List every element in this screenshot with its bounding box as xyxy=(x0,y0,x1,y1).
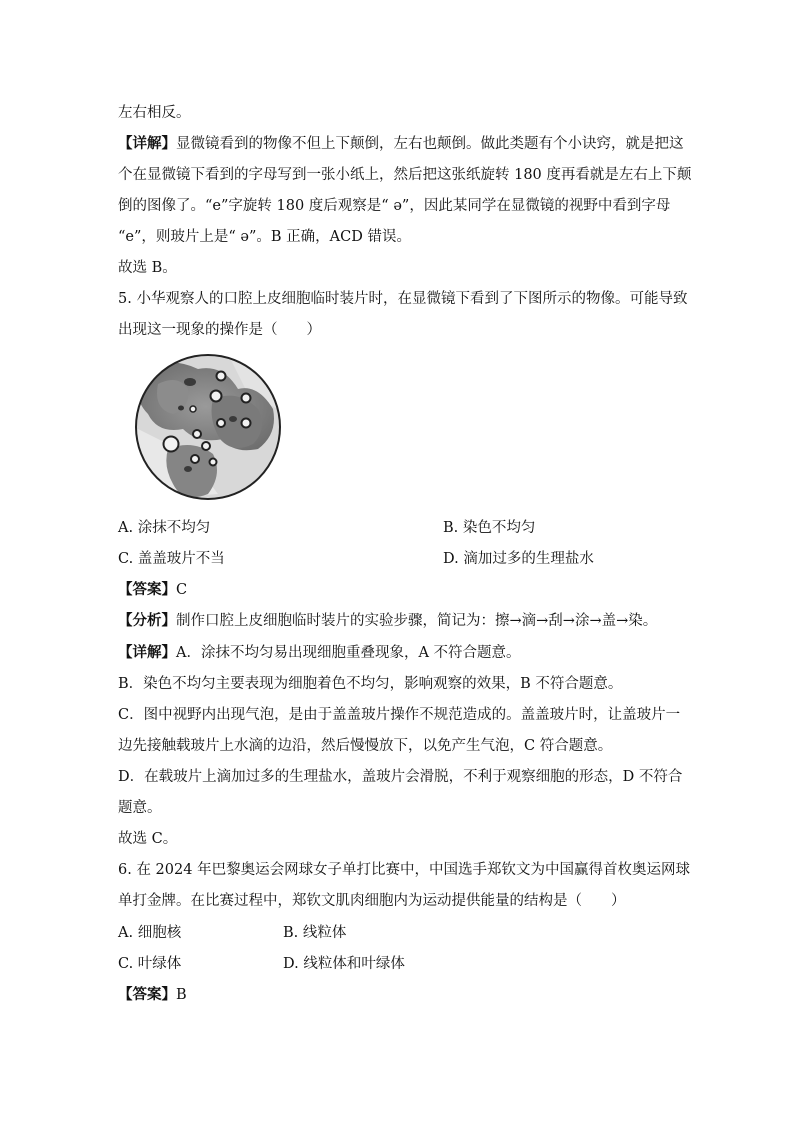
q5-option-b: B. 染色不均匀 xyxy=(443,520,536,536)
q6-option-d: D. 线粒体和叶绿体 xyxy=(283,956,405,972)
prev-detail-line: 个在显微镜下看到的字母写到一张小纸上，然后把这张纸旋转 180 度再看就是左右上下颠 xyxy=(118,167,692,183)
microscope-view-figure xyxy=(128,354,288,501)
q5-answer: 【答案】C xyxy=(118,581,188,598)
q5-detail-line: D．在载玻片上滴加过多的生理盐水，盖玻片会滑脱，不利于观察细胞的形态，D 不符合 xyxy=(118,769,683,785)
q6-option-a: A. 细胞核 xyxy=(118,925,182,941)
q5-detail-line: C．图中视野内出现气泡，是由于盖盖玻片操作不规范造成的。盖盖玻片时，让盖玻片一 xyxy=(118,707,681,723)
prev-answer-tail: 左右相反。 xyxy=(118,105,191,121)
prev-detail-line: “e”，则玻片上是“ ə”。B 正确，ACD 错误。 xyxy=(118,229,411,245)
q5-stem-line: 出现这一现象的操作是（ ） xyxy=(118,322,321,338)
prev-detail-line: 倒的图像了。“e”字旋转 180 度后观察是“ ə”，因此某同学在显微镜的视野中看到字母 xyxy=(118,198,671,214)
q5-conclusion: 故选 C。 xyxy=(118,831,178,847)
q5-option-c: C. 盖盖玻片不当 xyxy=(118,551,225,567)
detail-tag: 【详解】 xyxy=(118,135,176,152)
q5-analysis: 【分析】制作口腔上皮细胞临时装片的实验步骤，简记为：擦→滴→刮→涂→盖→染。 xyxy=(118,612,658,629)
prev-detail-line: 【详解】显微镜看到的物像不但上下颠倒，左右也颠倒。做此类题有个小诀窍，就是把这 xyxy=(118,135,684,152)
q5-option-d: D. 滴加过多的生理盐水 xyxy=(443,551,594,567)
q6-stem-line: 单打金牌。在比赛过程中，郑钦文肌肉细胞内为运动提供能量的结构是（ ） xyxy=(118,893,626,909)
q6-stem-line: 6. 在 2024 年巴黎奥运会网球女子单打比赛中，中国选手郑钦文为中国赢得首枚奥运网球 xyxy=(118,862,691,878)
q5-detail-line: 边先接触载玻片上水滴的边沿，然后慢慢放下，以免产生气泡，C 符合题意。 xyxy=(118,738,613,754)
q5-detail-line: 题意。 xyxy=(118,800,162,816)
q5-detail-line: 【详解】A．涂抹不均匀易出现细胞重叠现象，A 不符合题意。 xyxy=(118,644,521,661)
q6-option-c: C. 叶绿体 xyxy=(118,956,182,972)
q5-option-a: A. 涂抹不均匀 xyxy=(118,520,211,536)
q5-stem-line: 5. 小华观察人的口腔上皮细胞临时装片时，在显微镜下看到了下图所示的物像。可能导致 xyxy=(118,291,688,307)
q6-option-b: B. 线粒体 xyxy=(283,925,347,941)
q6-answer: 【答案】B xyxy=(118,986,187,1003)
q5-detail-line: B．染色不均匀主要表现为细胞着色不均匀，影响观察的效果，B 不符合题意。 xyxy=(118,676,623,692)
prev-conclusion: 故选 B。 xyxy=(118,260,177,276)
